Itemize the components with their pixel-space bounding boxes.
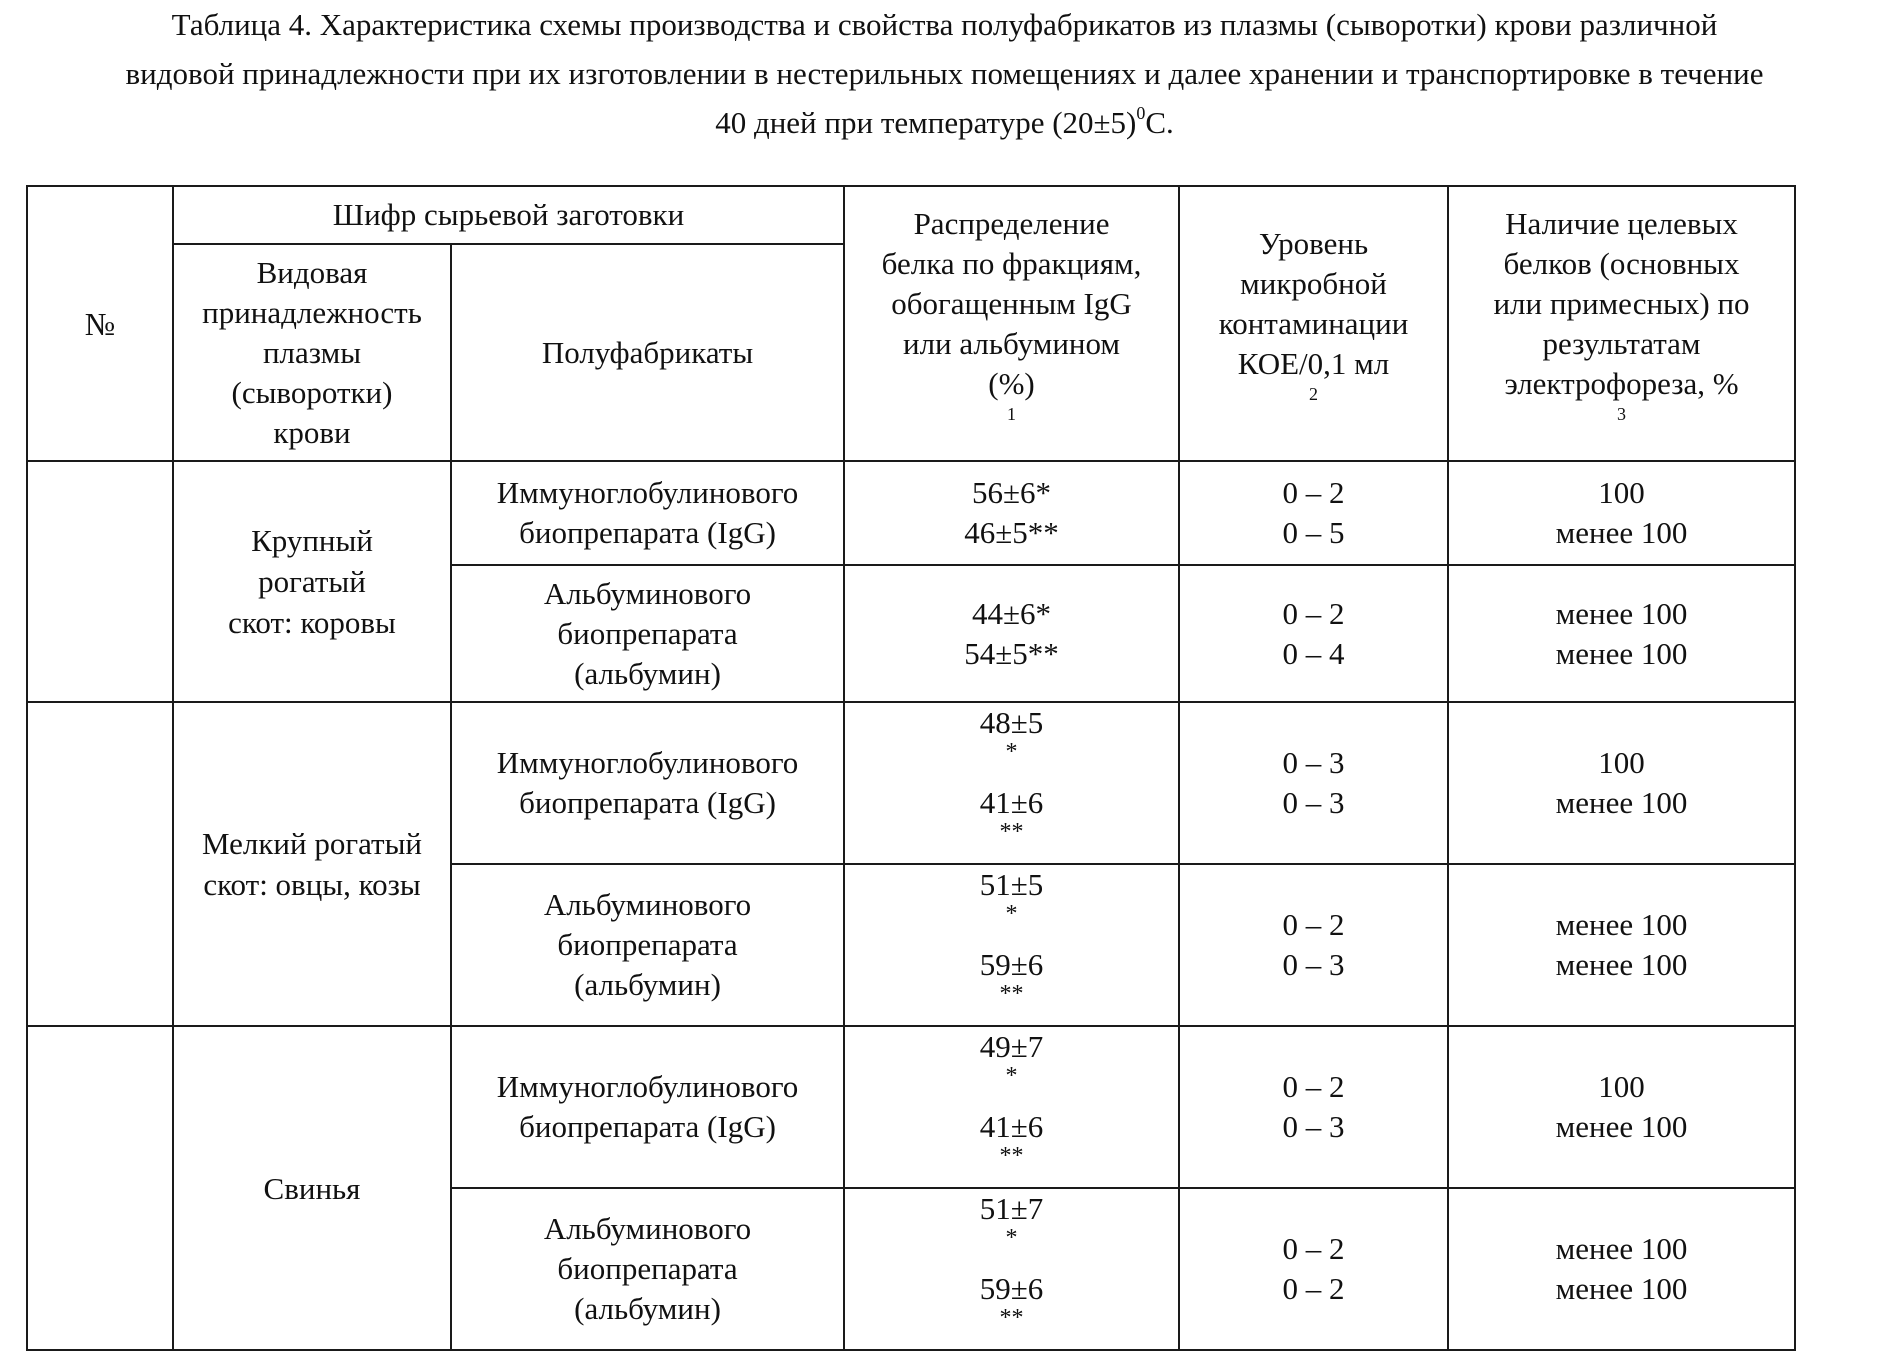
microbial-value: 0 – 4 <box>1282 635 1345 671</box>
table-body <box>27 461 1795 1350</box>
cell-num <box>27 702 173 1026</box>
cell-target <box>1448 864 1795 1026</box>
header-distribution-line <box>849 364 1174 444</box>
header-target-line: результатам <box>1542 325 1701 361</box>
species-line: скот: овцы, козы <box>203 867 421 902</box>
caption-line-1: Таблица 4. Характеристика схемы производства и свойства полуфабрикатов из плазмы (сыворотки) крови различной <box>171 7 1718 42</box>
distribution-number: 44±6* <box>972 595 1052 631</box>
product-line: Иммуноглобулинового <box>496 1069 799 1104</box>
significance-sup: ** <box>999 1143 1024 1169</box>
distribution-number: 46±5** <box>964 515 1059 550</box>
significance-sup: * <box>1005 901 1018 927</box>
header-distribution-line: белка по фракциям, <box>881 245 1142 281</box>
header-target-proteins <box>1448 186 1795 461</box>
caption-degree-sup: 0 <box>1136 103 1146 123</box>
distribution-number: 48±5 <box>979 705 1044 740</box>
footnote-3-sup: 3 <box>1617 403 1627 424</box>
cell-microbial <box>1179 461 1448 565</box>
distribution-number: 49±7 <box>979 1029 1044 1064</box>
product-line: Иммуноглобулинового <box>496 745 799 780</box>
distribution-number: 54±5** <box>964 635 1059 671</box>
header-num: № <box>27 186 173 461</box>
microbial-value: 0 – 3 <box>1282 1109 1345 1144</box>
product-line: Альбуминового <box>543 887 752 922</box>
distribution-number: 51±5 <box>979 867 1044 902</box>
significance-sup: ** <box>999 819 1024 845</box>
target-value: менее 100 <box>1555 1109 1688 1144</box>
distribution-value <box>849 945 1174 1025</box>
species-line: Крупный <box>251 523 373 558</box>
header-target-unit: электрофореза, % <box>1504 365 1739 401</box>
microbial-value: 0 – 3 <box>1282 947 1345 982</box>
species-line: рогатый <box>258 564 366 599</box>
significance-sup: ** <box>999 1305 1024 1331</box>
product-line: Альбуминового <box>543 1211 752 1246</box>
species-line: Мелкий рогатый <box>201 826 422 861</box>
caption-line-3 <box>0 98 1889 147</box>
product-line: Иммуноглобулинового <box>496 475 799 510</box>
microbial-value: 0 – 2 <box>1282 1069 1345 1104</box>
header-target-line: Наличие целевых <box>1505 205 1738 241</box>
cell-product <box>451 864 844 1026</box>
footnote-2-sup: 2 <box>1309 383 1319 404</box>
species-line: Свинья <box>263 1170 361 1206</box>
cell-microbial <box>1179 565 1448 702</box>
header-microbial-line: микробной <box>1240 265 1387 301</box>
microbial-value: 0 – 3 <box>1282 785 1345 820</box>
distribution-number: 59±6 <box>979 947 1044 982</box>
cell-microbial <box>1179 1188 1448 1350</box>
target-value: менее 100 <box>1555 785 1688 820</box>
header-distribution-line: обогащенным IgG <box>891 285 1132 321</box>
target-value: 100 <box>1598 475 1645 510</box>
header-microbial-unit: КОЕ/0,1 мл <box>1237 345 1390 381</box>
cell-product <box>451 461 844 565</box>
table-row <box>27 461 1795 565</box>
product-line: биопрепарата (IgG) <box>519 785 776 820</box>
product-line: (альбумин) <box>574 655 721 691</box>
distribution-number: 56±6* <box>972 475 1052 510</box>
cell-species <box>173 702 451 1026</box>
cell-microbial <box>1179 1026 1448 1188</box>
header-species-line: плазмы <box>262 334 362 370</box>
product-line: (альбумин) <box>574 967 721 1002</box>
product-line: биопрепарата <box>557 927 738 962</box>
distribution-value <box>849 594 1174 634</box>
header-microbial-line: контаминации <box>1218 305 1409 341</box>
distribution-value <box>849 865 1174 945</box>
cell-num <box>27 461 173 702</box>
cell-product <box>451 702 844 864</box>
microbial-value: 0 – 5 <box>1282 515 1345 550</box>
header-group: Шифр сырьевой заготовки <box>173 186 844 244</box>
cell-distribution <box>844 702 1179 864</box>
header-product: Полуфабрикаты <box>451 244 844 461</box>
distribution-value <box>849 1189 1174 1269</box>
cell-target <box>1448 1188 1795 1350</box>
cell-product <box>451 1026 844 1188</box>
distribution-value <box>849 1027 1174 1107</box>
header-row-1 <box>27 186 1795 244</box>
target-value: менее 100 <box>1555 515 1688 550</box>
distribution-value <box>849 513 1174 553</box>
header-microbial-line: Уровень <box>1258 225 1369 261</box>
table-row <box>27 702 1795 864</box>
product-line: биопрепарата <box>557 615 738 651</box>
product-line: Альбуминового <box>543 575 752 611</box>
header-species-line: принадлежность <box>202 294 422 330</box>
microbial-value: 0 – 2 <box>1282 1231 1345 1266</box>
microbial-value: 0 – 3 <box>1282 745 1345 780</box>
distribution-number: 41±6 <box>979 785 1044 820</box>
target-value: менее 100 <box>1555 907 1688 942</box>
target-value: менее 100 <box>1555 1231 1688 1266</box>
microbial-value: 0 – 2 <box>1282 907 1345 942</box>
microbial-value: 0 – 2 <box>1282 475 1345 510</box>
header-species-line: Видовая <box>256 254 368 290</box>
distribution-value <box>849 783 1174 863</box>
header-species-line: крови <box>273 414 351 450</box>
cell-target <box>1448 702 1795 864</box>
cell-product <box>451 1188 844 1350</box>
significance-sup: * <box>1005 1063 1018 1089</box>
target-value: менее 100 <box>1555 635 1688 671</box>
cell-distribution <box>844 565 1179 702</box>
distribution-number: 51±7 <box>979 1191 1044 1226</box>
target-value: менее 100 <box>1555 595 1688 631</box>
product-line: (альбумин) <box>574 1291 721 1326</box>
species-line: скот: коровы <box>228 605 396 640</box>
cell-distribution <box>844 1026 1179 1188</box>
caption-line-2: видовой принадлежности при их изготовлении в нестерильных помещениях и далее хранении и транспортировке в течение <box>125 56 1764 91</box>
cell-microbial <box>1179 864 1448 1026</box>
cell-product <box>451 565 844 702</box>
header-microbial-line <box>1184 344 1443 424</box>
header-distribution <box>844 186 1179 461</box>
header-target-line <box>1453 364 1790 444</box>
caption-line-3-tail: С. <box>1145 105 1174 140</box>
microbial-value: 0 – 2 <box>1282 1271 1345 1306</box>
significance-sup: * <box>1005 739 1018 765</box>
header-species <box>173 244 451 461</box>
header-species-line: (сыворотки) <box>231 374 393 410</box>
cell-distribution <box>844 461 1179 565</box>
cell-distribution <box>844 864 1179 1026</box>
distribution-value <box>849 1269 1174 1349</box>
data-table <box>26 185 1796 1351</box>
header-distribution-unit: (%) <box>988 365 1035 401</box>
target-value: 100 <box>1598 745 1645 780</box>
significance-sup: ** <box>999 981 1024 1007</box>
distribution-value <box>849 473 1174 513</box>
cell-num <box>27 1026 173 1350</box>
cell-species <box>173 461 451 702</box>
distribution-value <box>849 703 1174 783</box>
target-value: менее 100 <box>1555 1271 1688 1306</box>
target-value: менее 100 <box>1555 947 1688 982</box>
product-line: биопрепарата <box>557 1251 738 1286</box>
header-target-line: белков (основных <box>1503 245 1740 281</box>
target-value: 100 <box>1598 1069 1645 1104</box>
cell-target <box>1448 1026 1795 1188</box>
cell-distribution <box>844 1188 1179 1350</box>
caption-line-3-text: 40 дней при температуре (20±5) <box>715 105 1137 140</box>
product-line: биопрепарата (IgG) <box>519 515 776 550</box>
cell-microbial <box>1179 702 1448 864</box>
distribution-value <box>849 1107 1174 1187</box>
table-caption <box>0 0 1889 147</box>
microbial-value: 0 – 2 <box>1282 595 1345 631</box>
cell-target <box>1448 461 1795 565</box>
distribution-value <box>849 634 1174 674</box>
cell-species <box>173 1026 451 1350</box>
header-distribution-line: Распределение <box>913 205 1110 241</box>
product-line: биопрепарата (IgG) <box>519 1109 776 1144</box>
header-microbial <box>1179 186 1448 461</box>
table-row <box>27 1026 1795 1188</box>
header-target-line: или примесных) по <box>1493 285 1750 321</box>
distribution-number: 41±6 <box>979 1109 1044 1144</box>
footnote-1-sup: 1 <box>1007 403 1017 424</box>
significance-sup: * <box>1005 1225 1018 1251</box>
distribution-number: 59±6 <box>979 1271 1044 1306</box>
cell-target <box>1448 565 1795 702</box>
header-distribution-line: или альбумином <box>902 325 1121 361</box>
